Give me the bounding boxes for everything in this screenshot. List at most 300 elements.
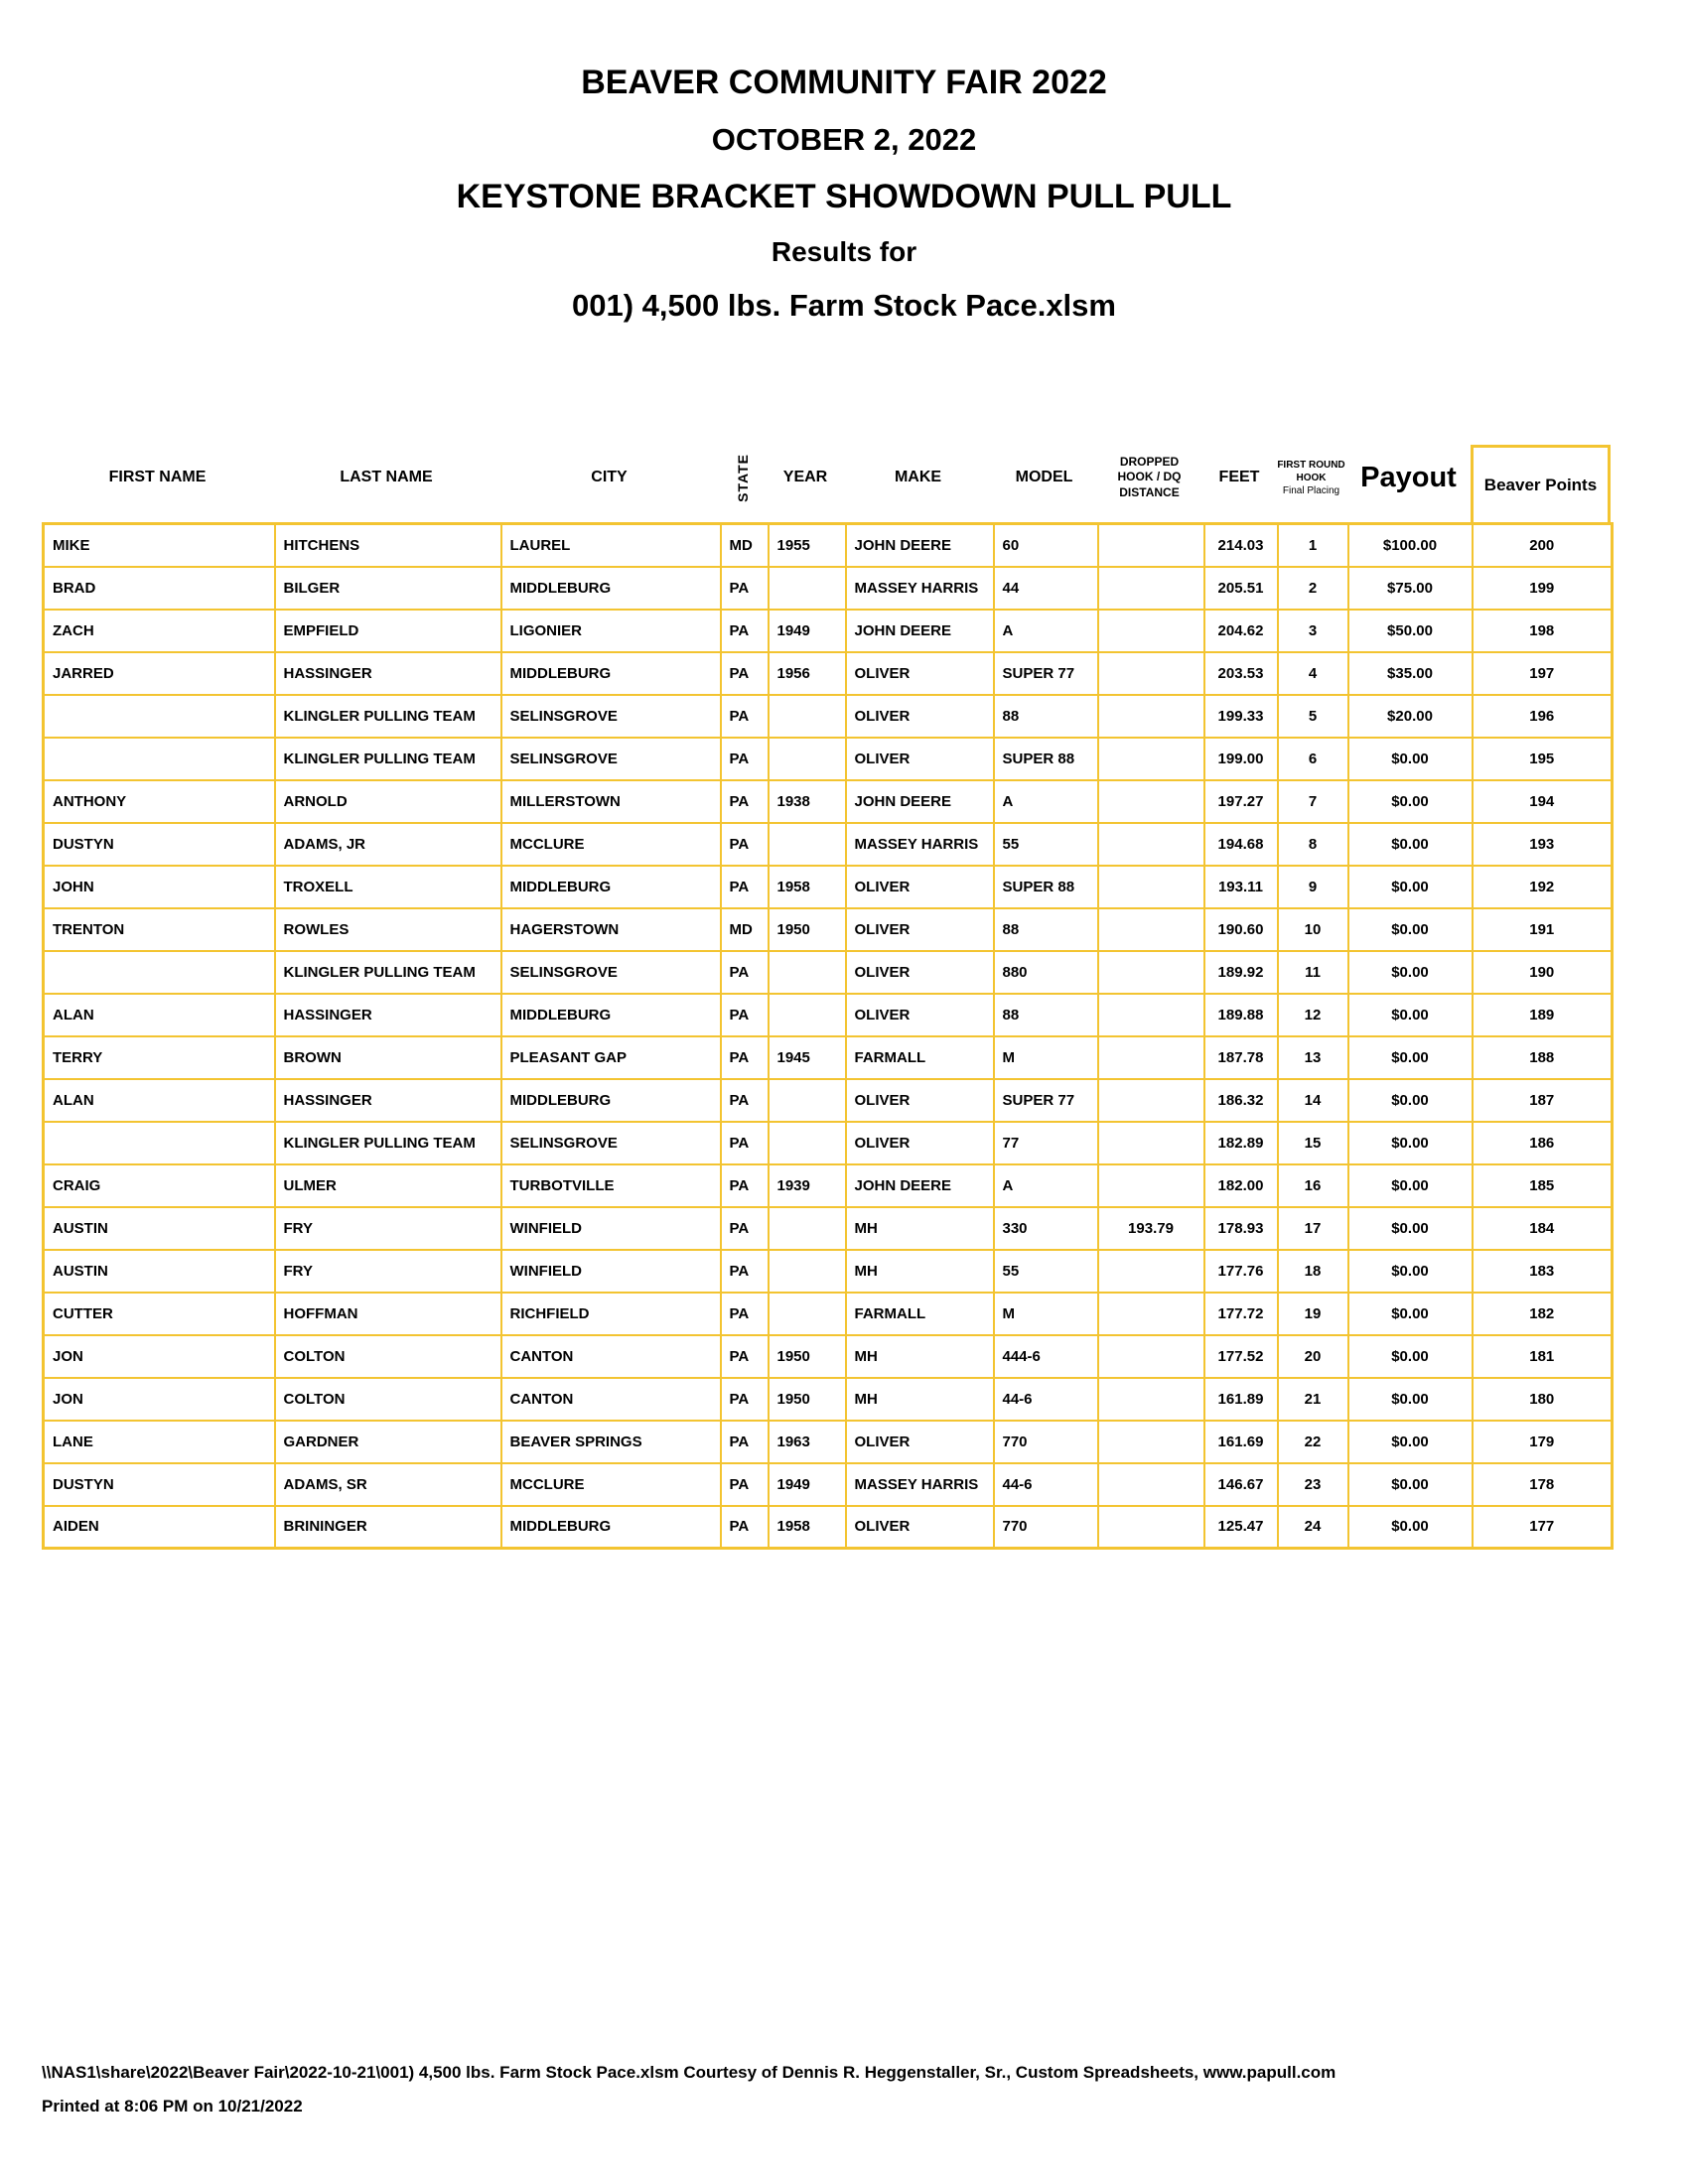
cell-last-name: KLINGLER PULLING TEAM (275, 695, 501, 738)
cell-make: MH (846, 1250, 994, 1293)
cell-model: M (994, 1036, 1098, 1079)
cell-payout: $0.00 (1348, 1164, 1473, 1207)
cell-city: MILLERSTOWN (501, 780, 721, 823)
cell-make: OLIVER (846, 866, 994, 908)
col-header-city: CITY (591, 469, 628, 485)
cell-last-name: HASSINGER (275, 994, 501, 1036)
cell-dropped-hook-dq-distance (1098, 994, 1204, 1036)
cell-last-name: GARDNER (275, 1421, 501, 1463)
cell-make: OLIVER (846, 994, 994, 1036)
cell-city: HAGERSTOWN (501, 908, 721, 951)
cell-year: 1963 (769, 1421, 846, 1463)
cell-make: FARMALL (846, 1293, 994, 1335)
cell-model: 444-6 (994, 1335, 1098, 1378)
cell-year: 1955 (769, 524, 846, 567)
cell-beaver-points: 193 (1473, 823, 1613, 866)
cell-first-name: JARRED (44, 652, 275, 695)
table-row (44, 652, 1613, 695)
cell-model: A (994, 610, 1098, 652)
cell-first-round-hook-final-placing: 11 (1278, 951, 1348, 994)
cell-year (769, 823, 846, 866)
cell-state: PA (721, 1421, 769, 1463)
cell-payout: $0.00 (1348, 1506, 1473, 1549)
cell-city: WINFIELD (501, 1207, 721, 1250)
cell-city: MIDDLEBURG (501, 1079, 721, 1122)
cell-feet: 197.27 (1204, 780, 1278, 823)
cell-make: MASSEY HARRIS (846, 567, 994, 610)
cell-first-round-hook-final-placing: 2 (1278, 567, 1348, 610)
cell-first-name: TERRY (44, 1036, 275, 1079)
cell-first-name: AUSTIN (44, 1207, 275, 1250)
cell-feet: 182.89 (1204, 1122, 1278, 1164)
cell-payout: $0.00 (1348, 1079, 1473, 1122)
cell-feet: 187.78 (1204, 1036, 1278, 1079)
cell-state: PA (721, 1335, 769, 1378)
cell-payout: $0.00 (1348, 738, 1473, 780)
cell-state: PA (721, 695, 769, 738)
cell-year: 1950 (769, 908, 846, 951)
cell-city: LAUREL (501, 524, 721, 567)
cell-dropped-hook-dq-distance (1098, 1164, 1204, 1207)
cell-make: JOHN DEERE (846, 524, 994, 567)
cell-first-round-hook-final-placing: 20 (1278, 1335, 1348, 1378)
cell-make: JOHN DEERE (846, 780, 994, 823)
cell-year (769, 951, 846, 994)
table-row (44, 1378, 1613, 1421)
cell-state: PA (721, 1164, 769, 1207)
cell-beaver-points: 192 (1473, 866, 1613, 908)
table-row (44, 1335, 1613, 1378)
cell-state: PA (721, 1036, 769, 1079)
cell-feet: 125.47 (1204, 1506, 1278, 1549)
cell-city: MCCLURE (501, 1463, 721, 1506)
cell-make: JOHN DEERE (846, 1164, 994, 1207)
cell-first-name: ALAN (44, 1079, 275, 1122)
cell-payout: $20.00 (1348, 695, 1473, 738)
cell-last-name: COLTON (275, 1335, 501, 1378)
cell-feet: 190.60 (1204, 908, 1278, 951)
cell-year (769, 1250, 846, 1293)
cell-last-name: KLINGLER PULLING TEAM (275, 951, 501, 994)
cell-dropped-hook-dq-distance (1098, 610, 1204, 652)
cell-make: OLIVER (846, 652, 994, 695)
cell-state: PA (721, 1378, 769, 1421)
cell-feet: 204.62 (1204, 610, 1278, 652)
col-header-state (719, 433, 767, 522)
cell-dropped-hook-dq-distance (1098, 1463, 1204, 1506)
cell-feet: 178.93 (1204, 1207, 1278, 1250)
cell-dropped-hook-dq-distance (1098, 866, 1204, 908)
table-row (44, 1164, 1613, 1207)
cell-first-round-hook-final-placing: 17 (1278, 1207, 1348, 1250)
col-header-make: MAKE (894, 469, 942, 485)
cell-state: PA (721, 1250, 769, 1293)
table-row (44, 1250, 1613, 1293)
cell-dropped-hook-dq-distance (1098, 823, 1204, 866)
cell-model: 60 (994, 524, 1098, 567)
cell-beaver-points: 177 (1473, 1506, 1613, 1549)
cell-first-name (44, 738, 275, 780)
cell-last-name: ADAMS, JR (275, 823, 501, 866)
cell-first-name: JOHN (44, 866, 275, 908)
cell-model: A (994, 780, 1098, 823)
col-header-last-name: LAST NAME (340, 469, 433, 485)
cell-payout: $0.00 (1348, 780, 1473, 823)
cell-beaver-points: 189 (1473, 994, 1613, 1036)
cell-year (769, 1122, 846, 1164)
cell-year: 1950 (769, 1378, 846, 1421)
cell-first-round-hook-final-placing: 13 (1278, 1036, 1348, 1079)
cell-year: 1956 (769, 652, 846, 695)
cell-feet: 189.92 (1204, 951, 1278, 994)
cell-first-round-hook-final-placing: 23 (1278, 1463, 1348, 1506)
col-header-year: YEAR (782, 469, 828, 485)
cell-model: 77 (994, 1122, 1098, 1164)
cell-payout: $50.00 (1348, 610, 1473, 652)
cell-city: MIDDLEBURG (501, 866, 721, 908)
cell-feet: 186.32 (1204, 1079, 1278, 1122)
cell-make: MH (846, 1207, 994, 1250)
table-row (44, 524, 1613, 567)
cell-first-round-hook-final-placing: 3 (1278, 610, 1348, 652)
table-row (44, 1506, 1613, 1549)
cell-city: BEAVER SPRINGS (501, 1421, 721, 1463)
cell-feet: 161.89 (1204, 1378, 1278, 1421)
cell-year (769, 1293, 846, 1335)
cell-dropped-hook-dq-distance (1098, 1335, 1204, 1378)
cell-payout: $0.00 (1348, 823, 1473, 866)
cell-city: SELINSGROVE (501, 695, 721, 738)
cell-first-round-hook-final-placing: 22 (1278, 1421, 1348, 1463)
cell-first-name: ANTHONY (44, 780, 275, 823)
cell-first-round-hook-final-placing: 4 (1278, 652, 1348, 695)
cell-last-name: EMPFIELD (275, 610, 501, 652)
cell-dropped-hook-dq-distance (1098, 1421, 1204, 1463)
cell-beaver-points: 197 (1473, 652, 1613, 695)
cell-make: MASSEY HARRIS (846, 823, 994, 866)
class-file-name: 001) 4,500 lbs. Farm Stock Pace.xlsm (572, 288, 1116, 323)
table-row (44, 994, 1613, 1036)
cell-city: MIDDLEBURG (501, 567, 721, 610)
cell-last-name: FRY (275, 1250, 501, 1293)
cell-first-name: CRAIG (44, 1164, 275, 1207)
cell-beaver-points: 183 (1473, 1250, 1613, 1293)
cell-dropped-hook-dq-distance (1098, 908, 1204, 951)
cell-model: SUPER 77 (994, 1079, 1098, 1122)
cell-city: MIDDLEBURG (501, 652, 721, 695)
cell-make: JOHN DEERE (846, 610, 994, 652)
cell-first-round-hook-final-placing: 15 (1278, 1122, 1348, 1164)
table-row (44, 610, 1613, 652)
cell-last-name: KLINGLER PULLING TEAM (275, 1122, 501, 1164)
cell-year (769, 738, 846, 780)
cell-payout: $0.00 (1348, 1250, 1473, 1293)
cell-first-name: JON (44, 1335, 275, 1378)
cell-payout: $0.00 (1348, 1207, 1473, 1250)
cell-dropped-hook-dq-distance (1098, 738, 1204, 780)
cell-first-name: MIKE (44, 524, 275, 567)
cell-last-name: ADAMS, SR (275, 1463, 501, 1506)
cell-make: MH (846, 1335, 994, 1378)
cell-payout: $0.00 (1348, 1122, 1473, 1164)
page-title: BEAVER COMMUNITY FAIR 2022 (581, 64, 1107, 101)
cell-beaver-points: 200 (1473, 524, 1613, 567)
cell-year (769, 1079, 846, 1122)
cell-year: 1938 (769, 780, 846, 823)
cell-first-name: AIDEN (44, 1506, 275, 1549)
cell-first-name: BRAD (44, 567, 275, 610)
cell-model: M (994, 1293, 1098, 1335)
cell-feet: 177.52 (1204, 1335, 1278, 1378)
cell-payout: $0.00 (1348, 1378, 1473, 1421)
cell-payout: $0.00 (1348, 1421, 1473, 1463)
table-row (44, 1293, 1613, 1335)
cell-first-round-hook-final-placing: 10 (1278, 908, 1348, 951)
cell-last-name: ARNOLD (275, 780, 501, 823)
event-date: OCTOBER 2, 2022 (711, 122, 977, 157)
cell-model: SUPER 88 (994, 738, 1098, 780)
cell-payout: $0.00 (1348, 994, 1473, 1036)
cell-model: 55 (994, 823, 1098, 866)
cell-first-round-hook-final-placing: 12 (1278, 994, 1348, 1036)
table-row (44, 1207, 1613, 1250)
cell-city: MCCLURE (501, 823, 721, 866)
cell-payout: $0.00 (1348, 951, 1473, 994)
cell-make: OLIVER (846, 1079, 994, 1122)
cell-feet: 194.68 (1204, 823, 1278, 866)
cell-first-name: ALAN (44, 994, 275, 1036)
cell-beaver-points: 190 (1473, 951, 1613, 994)
cell-first-round-hook-final-placing: 19 (1278, 1293, 1348, 1335)
cell-beaver-points: 186 (1473, 1122, 1613, 1164)
cell-first-name: DUSTYN (44, 1463, 275, 1506)
cell-model: 88 (994, 908, 1098, 951)
table-row (44, 780, 1613, 823)
cell-make: MH (846, 1378, 994, 1421)
cell-make: OLIVER (846, 1421, 994, 1463)
col-header-dropped-hook-dq-distance: DROPPED HOOK / DQ DISTANCE (1117, 454, 1182, 499)
cell-state: PA (721, 1293, 769, 1335)
table-row (44, 1036, 1613, 1079)
cell-make: OLIVER (846, 1506, 994, 1549)
cell-make: OLIVER (846, 951, 994, 994)
cell-model: 44-6 (994, 1378, 1098, 1421)
table-row (44, 567, 1613, 610)
cell-city: MIDDLEBURG (501, 1506, 721, 1549)
cell-beaver-points: 185 (1473, 1164, 1613, 1207)
cell-payout: $100.00 (1348, 524, 1473, 567)
cell-make: MASSEY HARRIS (846, 1463, 994, 1506)
cell-year (769, 994, 846, 1036)
cell-first-round-hook-final-placing: 14 (1278, 1079, 1348, 1122)
cell-dropped-hook-dq-distance (1098, 1122, 1204, 1164)
cell-beaver-points: 179 (1473, 1421, 1613, 1463)
footer-printed-at: Printed at 8:06 PM on 10/21/2022 (42, 2097, 303, 2116)
col-header-beaver-points: Beaver Points (1471, 445, 1611, 522)
header-row (42, 433, 1611, 522)
cell-state: MD (721, 908, 769, 951)
cell-state: PA (721, 567, 769, 610)
cell-beaver-points: 187 (1473, 1079, 1613, 1122)
cell-beaver-points: 191 (1473, 908, 1613, 951)
cell-city: PLEASANT GAP (501, 1036, 721, 1079)
cell-dropped-hook-dq-distance (1098, 1378, 1204, 1421)
table-row (44, 1421, 1613, 1463)
cell-feet: 177.76 (1204, 1250, 1278, 1293)
cell-payout: $0.00 (1348, 1293, 1473, 1335)
cell-first-name: JON (44, 1378, 275, 1421)
cell-dropped-hook-dq-distance (1098, 780, 1204, 823)
cell-last-name: HASSINGER (275, 652, 501, 695)
cell-feet: 161.69 (1204, 1421, 1278, 1463)
cell-model: 770 (994, 1506, 1098, 1549)
cell-state: PA (721, 610, 769, 652)
col-header-first-round-hook-final-placing: FIRST ROUND HOOK Final Placing (1277, 459, 1345, 496)
cell-last-name: ROWLES (275, 908, 501, 951)
cell-first-name: ZACH (44, 610, 275, 652)
cell-year: 1958 (769, 1506, 846, 1549)
cell-model: A (994, 1164, 1098, 1207)
cell-model: 770 (994, 1421, 1098, 1463)
cell-dropped-hook-dq-distance: 193.79 (1098, 1207, 1204, 1250)
cell-city: TURBOTVILLE (501, 1164, 721, 1207)
cell-state: PA (721, 951, 769, 994)
cell-city: SELINSGROVE (501, 1122, 721, 1164)
table-row (44, 1079, 1613, 1122)
cell-state: PA (721, 823, 769, 866)
cell-model: SUPER 88 (994, 866, 1098, 908)
cell-feet: 146.67 (1204, 1463, 1278, 1506)
cell-city: RICHFIELD (501, 1293, 721, 1335)
cell-year: 1958 (769, 866, 846, 908)
cell-last-name: TROXELL (275, 866, 501, 908)
cell-feet: 205.51 (1204, 567, 1278, 610)
cell-state: PA (721, 738, 769, 780)
cell-feet: 203.53 (1204, 652, 1278, 695)
cell-model: 55 (994, 1250, 1098, 1293)
cell-feet: 193.11 (1204, 866, 1278, 908)
cell-last-name: HOFFMAN (275, 1293, 501, 1335)
cell-year: 1945 (769, 1036, 846, 1079)
cell-first-name: AUSTIN (44, 1250, 275, 1293)
cell-first-name: LANE (44, 1421, 275, 1463)
cell-last-name: HASSINGER (275, 1079, 501, 1122)
cell-first-name (44, 695, 275, 738)
table-row (44, 738, 1613, 780)
cell-make: OLIVER (846, 695, 994, 738)
cell-first-name (44, 951, 275, 994)
cell-first-round-hook-final-placing: 8 (1278, 823, 1348, 866)
cell-dropped-hook-dq-distance (1098, 1293, 1204, 1335)
cell-beaver-points: 194 (1473, 780, 1613, 823)
cell-beaver-points: 180 (1473, 1378, 1613, 1421)
cell-make: OLIVER (846, 1122, 994, 1164)
cell-last-name: BILGER (275, 567, 501, 610)
cell-dropped-hook-dq-distance (1098, 1079, 1204, 1122)
cell-model: SUPER 77 (994, 652, 1098, 695)
cell-dropped-hook-dq-distance (1098, 567, 1204, 610)
cell-feet: 182.00 (1204, 1164, 1278, 1207)
cell-dropped-hook-dq-distance (1098, 951, 1204, 994)
cell-first-round-hook-final-placing: 9 (1278, 866, 1348, 908)
cell-first-round-hook-final-placing: 24 (1278, 1506, 1348, 1549)
cell-feet: 199.33 (1204, 695, 1278, 738)
cell-dropped-hook-dq-distance (1098, 1250, 1204, 1293)
cell-feet: 214.03 (1204, 524, 1278, 567)
results-for-label: Results for (771, 236, 917, 267)
cell-first-round-hook-final-placing: 16 (1278, 1164, 1348, 1207)
cell-last-name: BROWN (275, 1036, 501, 1079)
cell-payout: $0.00 (1348, 908, 1473, 951)
cell-beaver-points: 178 (1473, 1463, 1613, 1506)
col-header-payout: Payout (1360, 461, 1457, 493)
cell-year: 1939 (769, 1164, 846, 1207)
cell-first-name: CUTTER (44, 1293, 275, 1335)
cell-state: PA (721, 1506, 769, 1549)
table-row (44, 1463, 1613, 1506)
cell-first-name: TRENTON (44, 908, 275, 951)
cell-first-round-hook-final-placing: 6 (1278, 738, 1348, 780)
table-row (44, 866, 1613, 908)
cell-city: SELINSGROVE (501, 738, 721, 780)
cell-dropped-hook-dq-distance (1098, 652, 1204, 695)
cell-last-name: KLINGLER PULLING TEAM (275, 738, 501, 780)
table-row (44, 951, 1613, 994)
cell-payout: $0.00 (1348, 1036, 1473, 1079)
table-row (44, 823, 1613, 866)
cell-dropped-hook-dq-distance (1098, 695, 1204, 738)
footer-file-path: \\NAS1\share\2022\Beaver Fair\2022-10-21\001) 4,500 lbs. Farm Stock Pace.xlsm Courtesy of Dennis R. Heggenstaller, Sr., Custom Spreadsheets, www.papull.com (42, 2063, 1336, 2082)
cell-year: 1949 (769, 1463, 846, 1506)
cell-state: PA (721, 1463, 769, 1506)
cell-dropped-hook-dq-distance (1098, 524, 1204, 567)
cell-year (769, 567, 846, 610)
cell-payout: $35.00 (1348, 652, 1473, 695)
cell-first-round-hook-final-placing: 7 (1278, 780, 1348, 823)
cell-first-round-hook-final-placing: 1 (1278, 524, 1348, 567)
cell-last-name: ULMER (275, 1164, 501, 1207)
table-row (44, 695, 1613, 738)
table-row (44, 1122, 1613, 1164)
cell-payout: $75.00 (1348, 567, 1473, 610)
cell-last-name: COLTON (275, 1378, 501, 1421)
cell-year: 1950 (769, 1335, 846, 1378)
cell-city: WINFIELD (501, 1250, 721, 1293)
cell-year: 1949 (769, 610, 846, 652)
cell-beaver-points: 182 (1473, 1293, 1613, 1335)
cell-state: PA (721, 866, 769, 908)
cell-year (769, 1207, 846, 1250)
cell-state: PA (721, 1207, 769, 1250)
cell-city: CANTON (501, 1378, 721, 1421)
cell-state: PA (721, 1079, 769, 1122)
cell-make: FARMALL (846, 1036, 994, 1079)
col-header-feet: FEET (1218, 469, 1260, 485)
cell-last-name: FRY (275, 1207, 501, 1250)
cell-last-name: HITCHENS (275, 524, 501, 567)
cell-feet: 177.72 (1204, 1293, 1278, 1335)
cell-model: 44 (994, 567, 1098, 610)
results-table (42, 522, 1614, 1550)
table-body (44, 524, 1613, 1549)
cell-first-round-hook-final-placing: 21 (1278, 1378, 1348, 1421)
cell-beaver-points: 195 (1473, 738, 1613, 780)
cell-city: SELINSGROVE (501, 951, 721, 994)
cell-payout: $0.00 (1348, 1463, 1473, 1506)
cell-beaver-points: 198 (1473, 610, 1613, 652)
cell-beaver-points: 196 (1473, 695, 1613, 738)
cell-dropped-hook-dq-distance (1098, 1506, 1204, 1549)
